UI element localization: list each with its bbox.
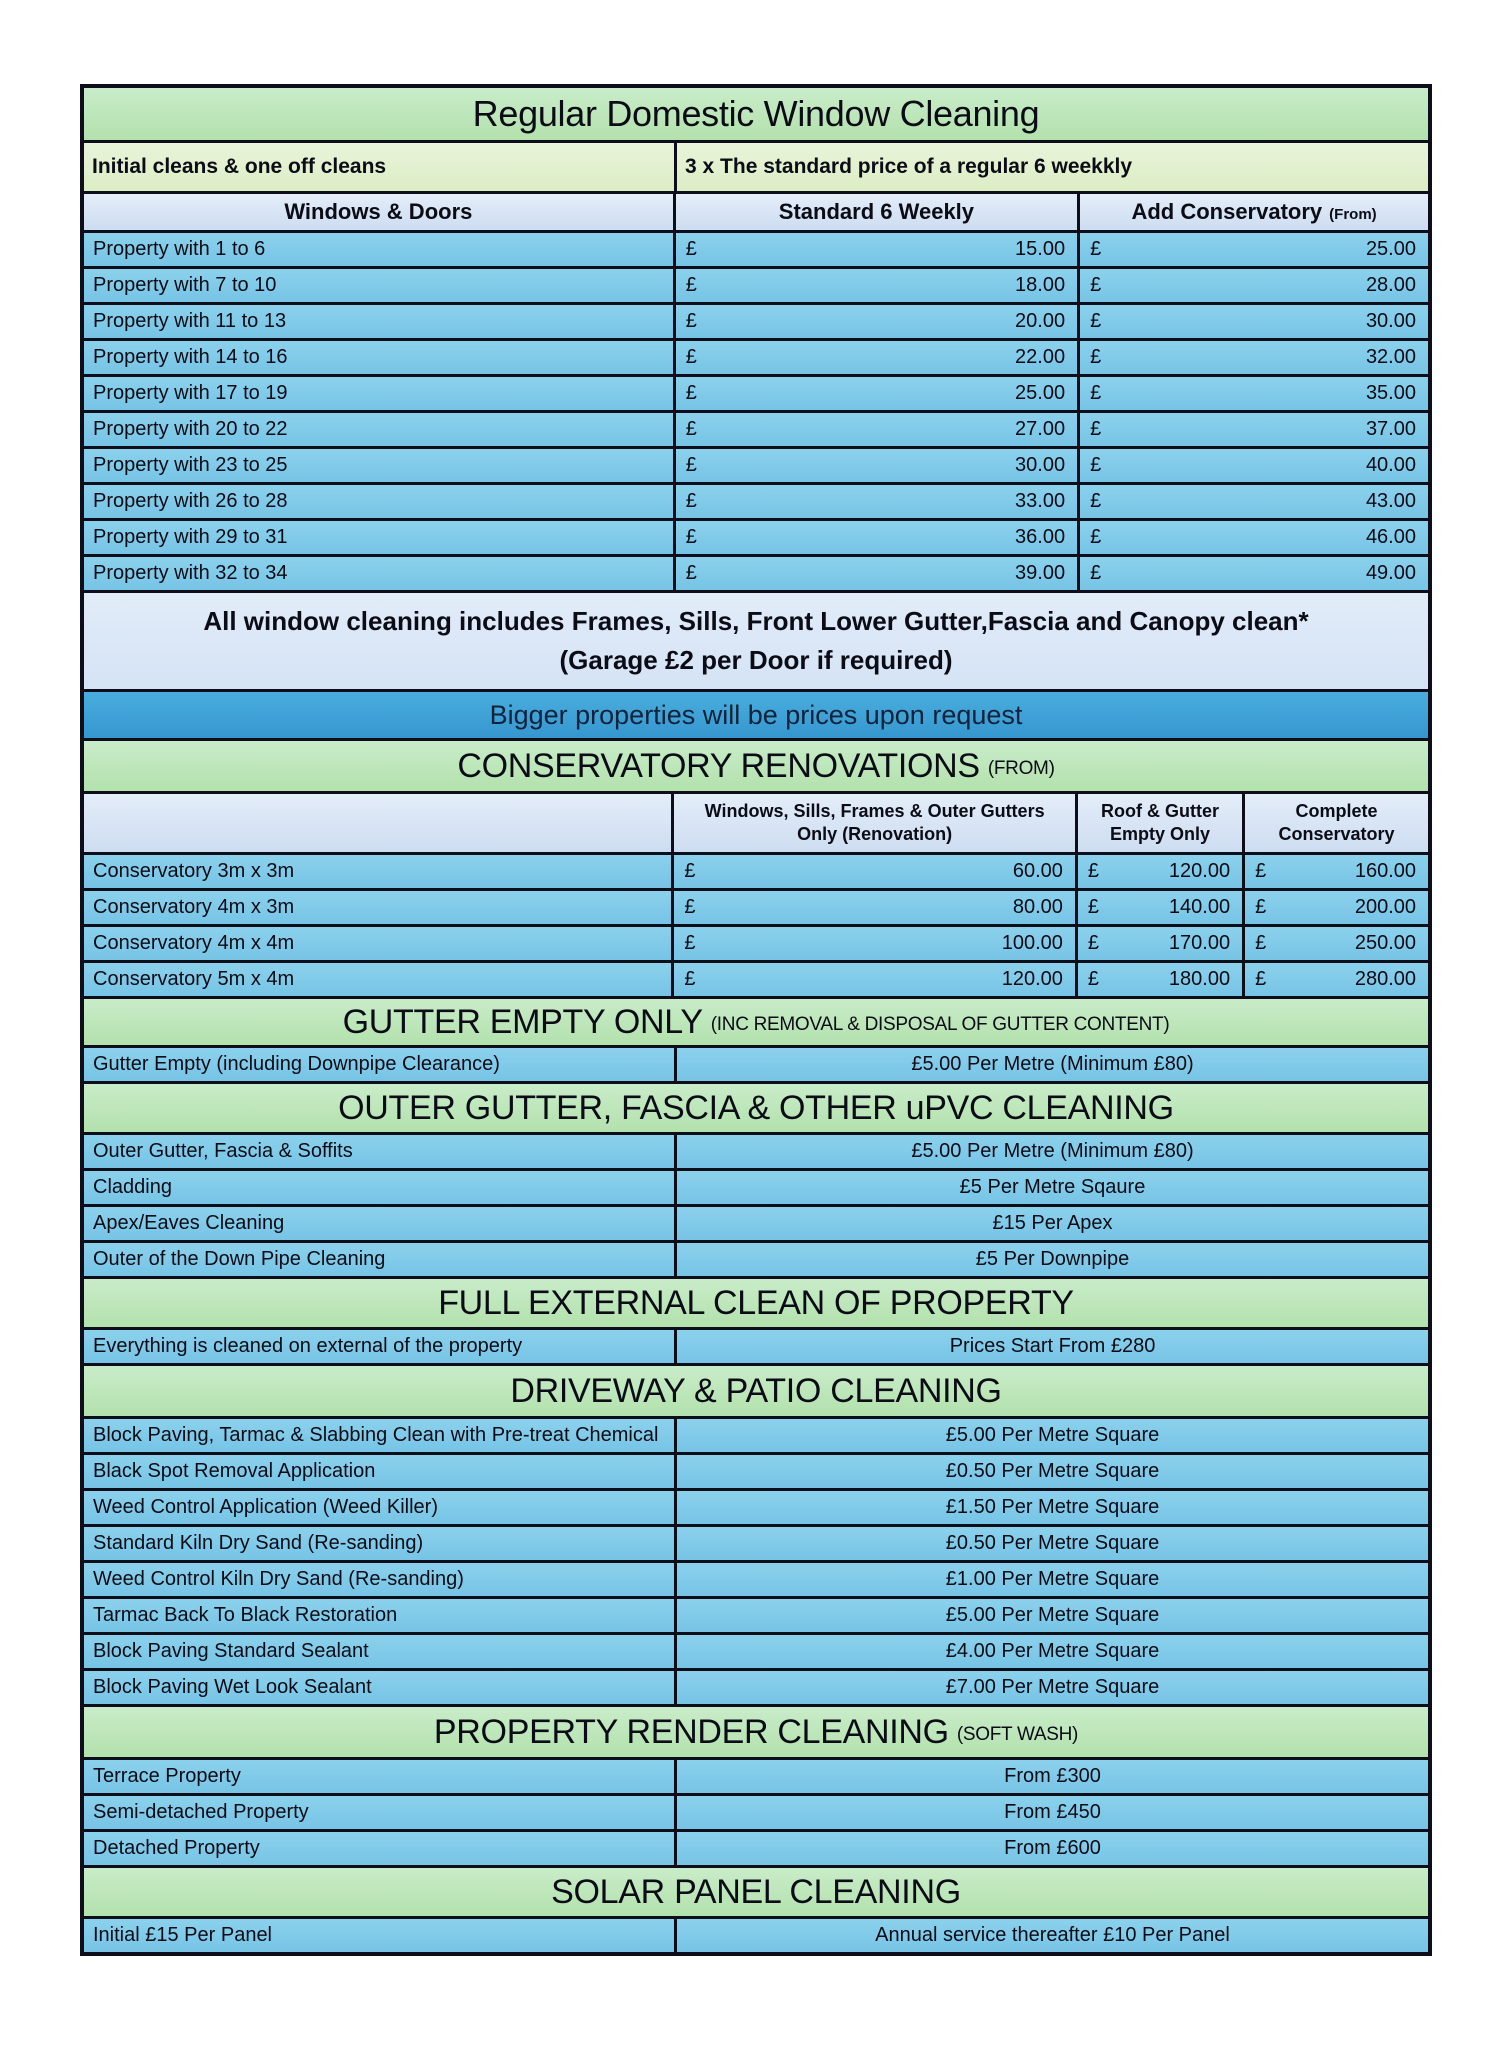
service-price: Annual service thereafter £10 Per Panel [677,1919,1428,1952]
service-label: Weed Control Application (Weed Killer) [84,1491,674,1524]
standard-price-cell [676,521,1077,554]
currency-symbol: £ [1090,454,1102,476]
conservatory-price-cell [1080,269,1428,302]
section-title-conservatory-renovations [84,741,1428,791]
complete-price-amount: 250.00 [1354,932,1416,954]
note-line-2: (Garage £2 per Door if required) [559,645,953,675]
property-size-label: Property with 26 to 28 [84,485,673,518]
column-header-windows-doors: Windows & Doors [84,194,673,230]
currency-symbol: £ [685,562,697,584]
complete-price-cell [1245,855,1428,888]
complete-price-cell [1245,927,1428,960]
renovation-price-amount: 80.00 [1012,896,1063,918]
roof-gutter-header-line2: Empty Only [1109,824,1210,844]
conservatory-price-amount: 46.00 [1365,526,1416,548]
conservatory-price-amount: 32.00 [1365,346,1416,368]
gutter-empty-suffix: (INC REMOVAL & DISPOSAL OF GUTTER CONTENT) [710,1014,1170,1035]
standard-price-cell [676,233,1077,266]
currency-symbol: £ [1255,932,1267,954]
property-size-label: Property with 1 to 6 [84,233,673,266]
currency-symbol: £ [1090,418,1102,440]
service-price: Prices Start From £280 [677,1330,1428,1363]
standard-price-cell [676,413,1077,446]
currency-symbol: £ [685,274,697,296]
section-title-render-cleaning [84,1707,1428,1757]
service-label: Detached Property [84,1832,674,1865]
currency-symbol: £ [685,238,697,260]
column-header-blank [84,794,671,852]
bigger-properties-banner: Bigger properties will be prices upon request [84,692,1428,738]
standard-price-amount: 27.00 [1015,418,1066,440]
renovation-price-cell [674,927,1075,960]
renovation-price-cell [674,891,1075,924]
service-label: Block Paving, Tarmac & Slabbing Clean with Pre-treat Chemical [84,1419,674,1452]
renovation-header-line1: Windows, Sills, Frames & Outer Gutters [704,800,1045,821]
property-size-label: Property with 17 to 19 [84,377,673,410]
conservatory-price-cell [1080,305,1428,338]
currency-symbol: £ [685,526,697,548]
render-cleaning-table [84,1760,1428,1865]
currency-symbol: £ [1090,382,1102,404]
conservatory-price-cell [1080,557,1428,590]
property-size-label: Property with 20 to 22 [84,413,673,446]
conservatory-price-cell [1080,521,1428,554]
currency-symbol: £ [685,418,697,440]
roof-gutter-header-line1: Roof & Gutter [1101,800,1219,821]
service-label: Block Paving Standard Sealant [84,1635,674,1668]
service-label: Outer of the Down Pipe Cleaning [84,1243,674,1276]
standard-price-amount: 30.00 [1015,454,1066,476]
conservatory-price-amount: 30.00 [1365,310,1416,332]
currency-symbol: £ [684,896,696,918]
standard-price-amount: 36.00 [1015,526,1066,548]
service-price: £1.50 Per Metre Square [677,1491,1428,1524]
property-size-label: Property with 32 to 34 [84,557,673,590]
service-price: £5.00 Per Metre (Minimum £80) [677,1048,1428,1081]
service-label: Black Spot Removal Application [84,1455,674,1488]
column-header-roof-gutter [1078,794,1242,852]
section-title-driveway-patio [84,1366,1428,1416]
complete-price-cell [1245,891,1428,924]
service-label: Outer Gutter, Fascia & Soffits [84,1135,674,1168]
currency-symbol: £ [1087,968,1100,990]
renovation-price-cell [674,963,1075,996]
currency-symbol: £ [685,346,697,368]
section-title-outer-gutter [84,1084,1428,1132]
column-header-renovation [674,794,1075,852]
currency-symbol: £ [1090,310,1102,332]
complete-price-cell [1245,963,1428,996]
service-price: £5 Per Downpipe [677,1243,1428,1276]
standard-price-cell [676,269,1077,302]
standard-price-amount: 39.00 [1015,562,1066,584]
roof-gutter-price-amount: 140.00 [1168,896,1231,918]
standard-price-cell [676,449,1077,482]
conservatory-price-amount: 35.00 [1365,382,1416,404]
service-label: Initial £15 Per Panel [84,1919,674,1952]
service-label: Semi-detached Property [84,1796,674,1829]
conservatory-size-label: Conservatory 4m x 3m [84,891,671,924]
roof-gutter-price-cell [1078,927,1242,960]
standard-price-cell [676,485,1077,518]
service-price: £1.00 Per Metre Square [677,1563,1428,1596]
currency-symbol: £ [684,968,696,990]
renovation-price-amount: 120.00 [1001,968,1063,990]
currency-symbol: £ [685,310,697,332]
conservatory-price-cell [1080,233,1428,266]
service-price: £0.50 Per Metre Square [677,1455,1428,1488]
conservatory-price-amount: 28.00 [1365,274,1416,296]
full-external-table [84,1330,1428,1363]
conservatory-price-cell [1080,485,1428,518]
initial-cleans-label: Initial cleans & one off cleans [84,143,674,191]
standard-price-amount: 15.00 [1015,238,1066,260]
complete-header-line2: Conservatory [1278,824,1395,844]
add-conservatory-label: Add Conservatory [1131,199,1323,224]
currency-symbol: £ [1087,860,1100,882]
roof-gutter-price-cell [1078,855,1242,888]
service-label: Cladding [84,1171,674,1204]
driveway-patio-table [84,1419,1428,1704]
property-size-label: Property with 11 to 13 [84,305,673,338]
conservatory-renovations-suffix: (FROM) [987,758,1055,779]
gutter-empty-title: GUTTER EMPTY ONLY [342,1002,703,1041]
note-line-1: All window cleaning includes Frames, Sills, Front Lower Gutter,Fascia and Canopy clean* [203,606,1309,636]
initial-cleans-note: 3 x The standard price of a regular 6 weekkly [677,143,1428,191]
property-size-label: Property with 23 to 25 [84,449,673,482]
window-cleaning-note [84,593,1428,689]
section-title-window-cleaning [84,88,1428,140]
service-price: £5.00 Per Metre Square [677,1419,1428,1452]
conservatory-price-cell [1080,377,1428,410]
currency-symbol: £ [685,454,697,476]
column-header-complete [1245,794,1428,852]
renovation-price-amount: 60.00 [1012,860,1063,882]
standard-price-amount: 20.00 [1015,310,1066,332]
currency-symbol: £ [1255,860,1267,882]
service-label: Block Paving Wet Look Sealant [84,1671,674,1704]
service-price: £5 Per Metre Sqaure [677,1171,1428,1204]
conservatory-price-cell [1080,413,1428,446]
conservatory-size-label: Conservatory 4m x 4m [84,927,671,960]
outer-gutter-title: OUTER GUTTER, FASCIA & OTHER uPVC CLEANING [338,1088,1174,1127]
add-conservatory-suffix: (From) [1329,205,1377,223]
initial-cleans-row [84,143,1428,191]
conservatory-price-amount: 40.00 [1365,454,1416,476]
service-label: Everything is cleaned on external of the property [84,1330,674,1363]
renovation-header-line2: Only (Renovation) [797,824,953,844]
service-price: £15 Per Apex [677,1207,1428,1240]
roof-gutter-price-cell [1078,963,1242,996]
conservatory-price-amount: 49.00 [1365,562,1416,584]
standard-price-amount: 18.00 [1015,274,1066,296]
service-price: £4.00 Per Metre Square [677,1635,1428,1668]
service-label: Gutter Empty (including Downpipe Clearance) [84,1048,674,1081]
conservatory-price-cell [1080,341,1428,374]
column-header-standard: Standard 6 Weekly [676,194,1077,230]
standard-price-amount: 33.00 [1015,490,1066,512]
complete-price-amount: 160.00 [1354,860,1416,882]
gutter-empty-table [84,1048,1428,1081]
standard-price-cell [676,377,1077,410]
service-label: Apex/Eaves Cleaning [84,1207,674,1240]
section-title-gutter-empty [84,999,1428,1045]
currency-symbol: £ [684,860,696,882]
render-cleaning-suffix: (SOFT WASH) [956,1724,1079,1745]
renovation-price-cell [674,855,1075,888]
outer-gutter-table [84,1135,1428,1276]
window-cleaning-title: Regular Domestic Window Cleaning [472,93,1040,134]
roof-gutter-price-amount: 120.00 [1168,860,1231,882]
currency-symbol: £ [1087,932,1100,954]
conservatory-price-amount: 37.00 [1365,418,1416,440]
renovation-price-amount: 100.00 [1001,932,1063,954]
currency-symbol: £ [1090,346,1102,368]
currency-symbol: £ [685,382,697,404]
conservatory-price-amount: 25.00 [1365,238,1416,260]
standard-price-amount: 22.00 [1015,346,1066,368]
standard-price-cell [676,557,1077,590]
complete-price-amount: 280.00 [1354,968,1416,990]
solar-panel-title: SOLAR PANEL CLEANING [551,1872,961,1911]
service-label: Terrace Property [84,1760,674,1793]
service-label: Weed Control Kiln Dry Sand (Re-sanding) [84,1563,674,1596]
conservatory-size-label: Conservatory 5m x 4m [84,963,671,996]
full-external-title: FULL EXTERNAL CLEAN OF PROPERTY [438,1283,1074,1322]
conservatory-price-amount: 43.00 [1365,490,1416,512]
currency-symbol: £ [1087,896,1100,918]
currency-symbol: £ [684,932,696,954]
service-price: £5.00 Per Metre (Minimum £80) [677,1135,1428,1168]
standard-price-cell [676,305,1077,338]
conservatory-price-cell [1080,449,1428,482]
section-title-full-external [84,1279,1428,1327]
service-price: £0.50 Per Metre Square [677,1527,1428,1560]
service-price: From £450 [677,1796,1428,1829]
section-title-solar-panel [84,1868,1428,1916]
currency-symbol: £ [685,490,697,512]
currency-symbol: £ [1255,896,1267,918]
currency-symbol: £ [1255,968,1267,990]
solar-panel-table [84,1919,1428,1952]
driveway-patio-title: DRIVEWAY & PATIO CLEANING [510,1371,1002,1410]
currency-symbol: £ [1090,490,1102,512]
currency-symbol: £ [1090,562,1102,584]
roof-gutter-price-amount: 180.00 [1168,968,1231,990]
service-price: From £600 [677,1832,1428,1865]
window-cleaning-table [84,194,1428,590]
price-list-sheet [80,84,1432,1956]
service-price: £7.00 Per Metre Square [677,1671,1428,1704]
service-price: £5.00 Per Metre Square [677,1599,1428,1632]
currency-symbol: £ [1090,526,1102,548]
conservatory-renovations-table [84,794,1428,996]
property-size-label: Property with 7 to 10 [84,269,673,302]
column-header-add-conservatory [1080,194,1428,230]
service-label: Tarmac Back To Black Restoration [84,1599,674,1632]
standard-price-cell [676,341,1077,374]
conservatory-renovations-title: CONSERVATORY RENOVATIONS [457,746,980,785]
property-size-label: Property with 29 to 31 [84,521,673,554]
roof-gutter-price-amount: 170.00 [1168,932,1231,954]
currency-symbol: £ [1090,274,1102,296]
roof-gutter-price-cell [1078,891,1242,924]
currency-symbol: £ [1090,238,1102,260]
property-size-label: Property with 14 to 16 [84,341,673,374]
service-label: Standard Kiln Dry Sand (Re-sanding) [84,1527,674,1560]
complete-price-amount: 200.00 [1354,896,1416,918]
service-price: From £300 [677,1760,1428,1793]
complete-header-line1: Complete [1295,800,1378,821]
conservatory-size-label: Conservatory 3m x 3m [84,855,671,888]
render-cleaning-title: PROPERTY RENDER CLEANING [433,1712,949,1751]
standard-price-amount: 25.00 [1015,382,1066,404]
